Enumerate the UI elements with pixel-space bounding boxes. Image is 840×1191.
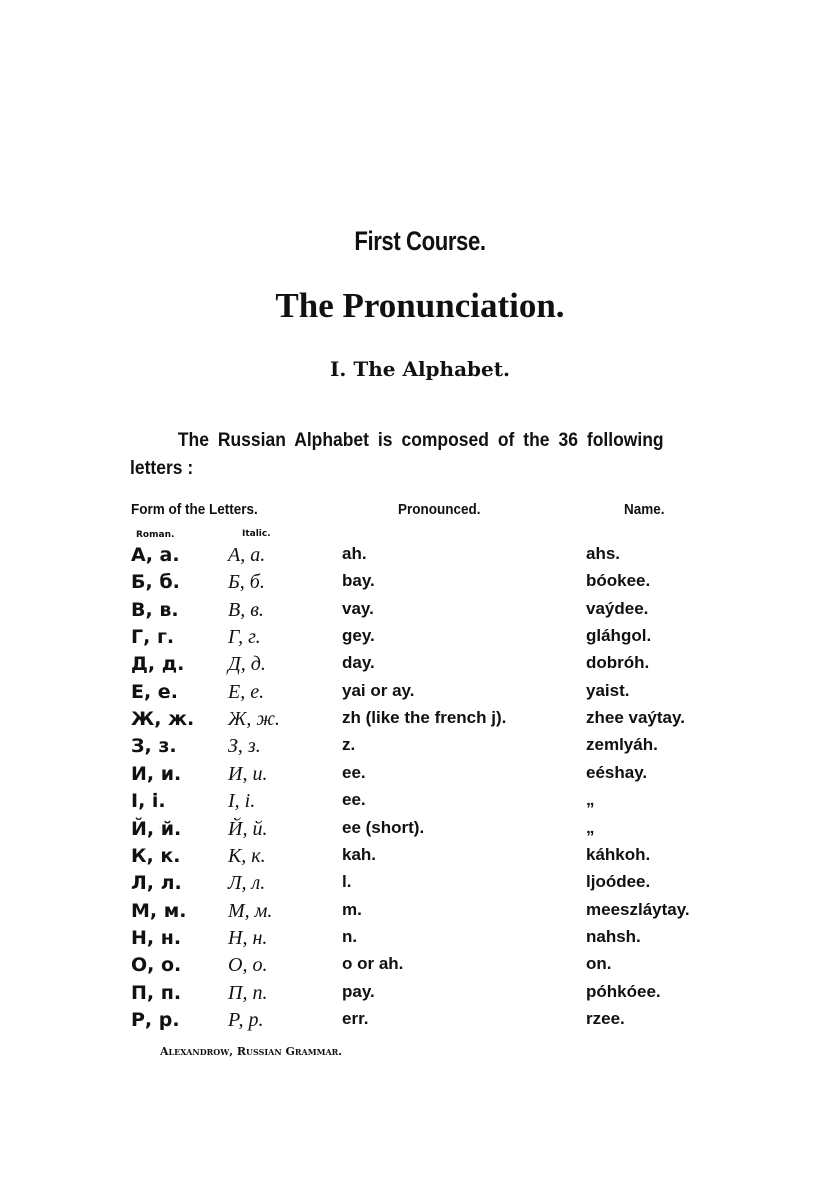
letter-name: dobróh. (586, 653, 650, 673)
letter-italic: З, з. (228, 735, 261, 758)
letter-name: póhkóee. (586, 981, 661, 1001)
table-row (0, 872, 840, 899)
letter-italic: М, м. (228, 899, 273, 922)
letter-italic: В, в. (228, 598, 264, 621)
table-row (0, 681, 840, 708)
header-roman: Roman. (136, 530, 175, 540)
letter-italic: Г, г. (228, 626, 261, 649)
letter-italic: А, а. (228, 544, 266, 566)
letter-name: rzee. (586, 1008, 625, 1028)
letter-pronounced: m. (342, 899, 362, 919)
letter-italic: Е, е. (228, 680, 265, 703)
letter-roman: О, о. (131, 954, 182, 977)
table-row (0, 954, 840, 981)
letter-roman: Г, г. (131, 626, 175, 649)
table-row (0, 763, 840, 790)
course-title: First Course. (354, 226, 486, 256)
letter-roman: І, і. (131, 790, 166, 813)
letter-pronounced: bay. (342, 571, 375, 591)
letter-pronounced: ee (short). (342, 817, 425, 837)
letter-pronounced: ah. (342, 544, 367, 563)
letter-italic: Л, л. (228, 872, 266, 895)
letter-pronounced: ee. (342, 790, 366, 810)
letter-pronounced: z. (342, 735, 356, 755)
letter-roman: Й, й. (131, 817, 182, 840)
table-row (0, 927, 840, 954)
letter-roman: З, з. (131, 735, 177, 758)
header-form: Form of the Letters. (131, 501, 258, 518)
letter-pronounced: pay. (342, 981, 375, 1001)
letter-italic: К, к. (228, 844, 266, 867)
letter-italic: Й, й. (228, 817, 268, 840)
table-row (0, 653, 840, 680)
letter-roman: А, а. (131, 544, 180, 566)
letter-name: meeszláytay. (586, 899, 690, 919)
letter-pronounced: day. (342, 653, 375, 673)
table-row (0, 900, 840, 927)
section-title: The Pronunciation. (275, 286, 565, 325)
letter-pronounced: kah. (342, 844, 377, 864)
table-row (0, 790, 840, 817)
letter-roman: Д, д. (131, 653, 185, 676)
letter-name: káhkoh. (586, 844, 651, 864)
footer-signature: Alexandrow, Russian Grammar. (160, 1045, 343, 1058)
letter-roman: Л, л. (131, 872, 182, 895)
letter-name: nahsh. (586, 926, 641, 946)
table-row (0, 626, 840, 653)
letter-roman: Ж, ж. (131, 708, 195, 731)
letter-roman: Е, е. (131, 680, 178, 703)
table-row (0, 735, 840, 762)
table-row (0, 818, 840, 845)
letter-pronounced: yai or ay. (342, 680, 415, 700)
letter-roman: П, п. (131, 981, 182, 1004)
table-row (0, 599, 840, 626)
letter-italic: Д, д. (228, 653, 266, 676)
letter-name: ahs. (586, 544, 621, 563)
header-pronounced: Pronounced. (398, 501, 481, 518)
table-row (0, 708, 840, 735)
letter-name: gláhgol. (586, 626, 652, 646)
letter-name: vaýdee. (586, 598, 649, 618)
letter-roman: Б, б. (131, 571, 180, 594)
letter-italic: Н, н. (228, 926, 268, 949)
letter-roman: М, м. (131, 899, 187, 922)
letter-name: yaist. (586, 680, 630, 700)
letter-italic: Р, р. (228, 1008, 264, 1031)
table-row (0, 982, 840, 1009)
letter-pronounced: l. (342, 872, 352, 892)
letter-pronounced: err. (342, 1008, 369, 1028)
letter-pronounced: o or ah. (342, 954, 404, 974)
letter-roman: Р, р. (131, 1008, 180, 1031)
header-name: Name. (624, 501, 665, 518)
letter-roman: В, в. (131, 598, 179, 621)
letter-pronounced: vay. (342, 598, 374, 618)
letter-name: „ (586, 817, 595, 837)
letter-name: on. (586, 954, 612, 974)
header-italic: Italic. (242, 529, 271, 539)
letter-italic: И, и. (228, 762, 268, 785)
intro-paragraph: The Russian Alphabet is composed of the 36 following letters : (130, 430, 664, 479)
table-row (0, 845, 840, 872)
letter-pronounced: n. (342, 926, 358, 946)
letter-name: eéshay. (586, 762, 648, 782)
letter-name: zemlyáh. (586, 735, 658, 755)
letter-roman: К, к. (131, 844, 181, 867)
letter-name: bóokee. (586, 571, 651, 591)
table-row (0, 1009, 840, 1036)
letter-pronounced: ee. (342, 762, 366, 782)
letter-name: ljoódee. (586, 872, 651, 892)
letter-name: zhee vaýtay. (586, 708, 685, 728)
letter-italic: Ж, ж. (228, 708, 280, 731)
letter-pronounced: gey. (342, 626, 375, 646)
letter-italic: П, п. (228, 981, 268, 1004)
letter-roman: Н, н. (131, 926, 182, 949)
table-row (0, 544, 840, 571)
sub-title: I. The Alphabet. (330, 357, 510, 381)
letter-pronounced: zh (like the french j). (342, 708, 507, 728)
letter-roman: И, и. (131, 762, 182, 785)
letter-name: „ (586, 790, 595, 810)
letter-italic: Б, б. (228, 571, 265, 594)
letter-italic: О, о. (228, 954, 268, 977)
letter-italic: І, і. (228, 790, 256, 813)
table-row (0, 571, 840, 598)
